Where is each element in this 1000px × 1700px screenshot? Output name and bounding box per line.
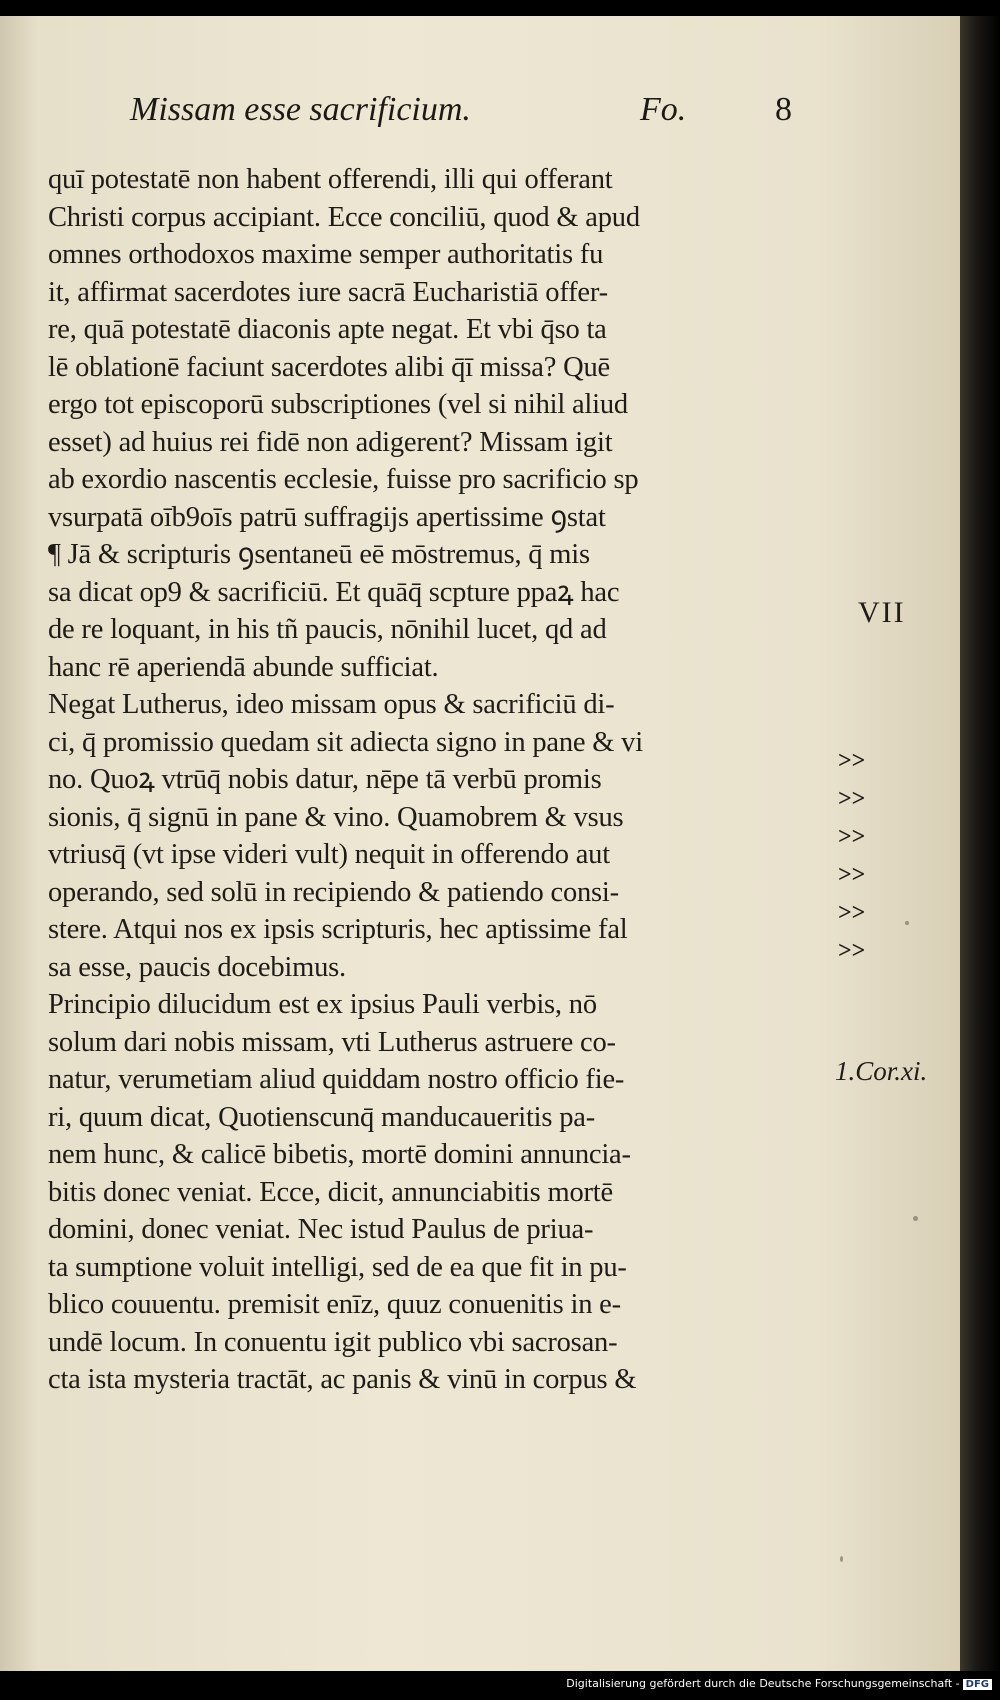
text-line: it, affirmat sacerdotes iure sacrā Eucharistiā offer- (48, 276, 608, 308)
text-line: quī potestatē non habent offerendi, illi qui offerant (48, 164, 613, 195)
margin-quote-mark: >> (838, 900, 866, 926)
text-line: domini, donec veniat. Nec istud Paulus de priua- (48, 1214, 594, 1245)
text-line: operando, sed solū in recipiendo & patiendo consi- (48, 876, 619, 908)
text-line: Christi corpus accipiant. Ecce conciliū, quod & apud (48, 201, 640, 233)
text-line: ci, q̄ promissio quedam sit adiecta signo in pane & vi (48, 726, 643, 758)
paper-speck (913, 1216, 918, 1221)
text-line: esset) ad huius rei fidē non adigerent? Missam igit (48, 426, 613, 458)
book-page (0, 16, 960, 1671)
footer-bar (0, 1671, 1000, 1700)
text-line: no. Quoꝝ vtrūq̄ nobis datur, nēpe tā verbū promis (48, 764, 602, 795)
text-line: vtriusq̄ (vt ipse videri vult) nequit in offerendo aut (48, 839, 610, 870)
text-line: stere. Atqui nos ex ipsis scripturis, hec aptissime fal (48, 914, 628, 945)
text-line: bitis donec veniat. Ecce, dicit, annunciabitis mortē (48, 1176, 613, 1208)
text-line: cta ista mysteria tractāt, ac panis & vinū in corpus & (48, 1364, 637, 1395)
text-line: blico couuentu. premisit enīz, quuz conuenitis in e- (48, 1289, 621, 1320)
margin-quote-mark: >> (838, 938, 866, 964)
margin-citation: 1.Cor.xi. (835, 1056, 928, 1086)
text-line: ergo tot episcoporū subscriptiones (vel si nihil aliud (48, 389, 628, 420)
text-line: solum dari nobis missam, vti Lutherus astruere co- (48, 1026, 616, 1058)
text-line: hanc rē aperiendā abunde sufficiat. (48, 651, 439, 683)
credit-text: Digitalisierung gefördert durch die Deutsche Forschungsgemeinschaft - (566, 1677, 960, 1690)
text-line: ab exordio nascentis ecclesie, fuisse pro sacrificio sp (48, 464, 639, 495)
page-fore-edge (960, 16, 1000, 1671)
text-line: ¶ Jā & scripturis ꝯsentaneū eē mōstremus, q̄ mis (48, 539, 590, 570)
text-line: Negat Lutherus, ideo missam opus & sacrificiū di- (48, 689, 615, 720)
digitization-credit (566, 1677, 992, 1690)
text-line: undē locum. In conuentu igit publico vbi sacrosan- (48, 1326, 618, 1358)
text-line: Principio dilucidum est ex ipsius Pauli verbis, nō (48, 989, 597, 1020)
running-title: Missam esse sacrificium. (130, 91, 471, 128)
body-text (48, 161, 818, 1399)
margin-quote-mark: >> (838, 748, 866, 774)
paper-speck (840, 1556, 843, 1562)
margin-quote-mark: >> (838, 824, 866, 850)
margin-quote-mark: >> (838, 786, 866, 812)
text-line: nem hunc, & calicē bibetis, mortē domini annuncia- (48, 1139, 631, 1170)
text-line: ta sumptione voluit intelligi, sed de ea que fit in pu- (48, 1251, 627, 1283)
text-line: sionis, q̄ signū in pane & vino. Quamobrem & vsus (48, 801, 624, 833)
text-line: sa esse, paucis docebimus. (48, 951, 346, 983)
paper-speck (905, 921, 909, 925)
text-line: lē oblationē faciunt sacerdotes alibi q̄ī missa? Quē (48, 351, 610, 383)
margin-quote-mark: >> (838, 862, 866, 888)
page-header (130, 91, 830, 141)
text-line: sa dicat op9 & sacrificiū. Et quāq̄ scpture ppaꝝ hac (48, 576, 620, 608)
text-line: ri, quum dicat, Quotienscunq̄ manducaueritis pa- (48, 1101, 595, 1133)
folio-number: 8 (775, 91, 792, 128)
margin-section-numeral: VII (858, 596, 906, 629)
text-line: re, quā potestatē diaconis apte negat. Et vbi q̄so ta (48, 314, 607, 345)
text-line: vsurpatā oīb9oīs patrū suffragijs apertissime ꝯstat (48, 501, 606, 533)
folio-label: Fo. (640, 91, 687, 128)
dfg-logo: DFG (963, 1679, 992, 1690)
text-line: natur, verumetiam aliud quiddam nostro officio fie- (48, 1064, 625, 1095)
text-line: de re loquant, in his tñ paucis, nōnihil lucet, qd ad (48, 614, 607, 645)
text-line: omnes orthodoxos maxime semper authoritatis fu (48, 239, 604, 270)
